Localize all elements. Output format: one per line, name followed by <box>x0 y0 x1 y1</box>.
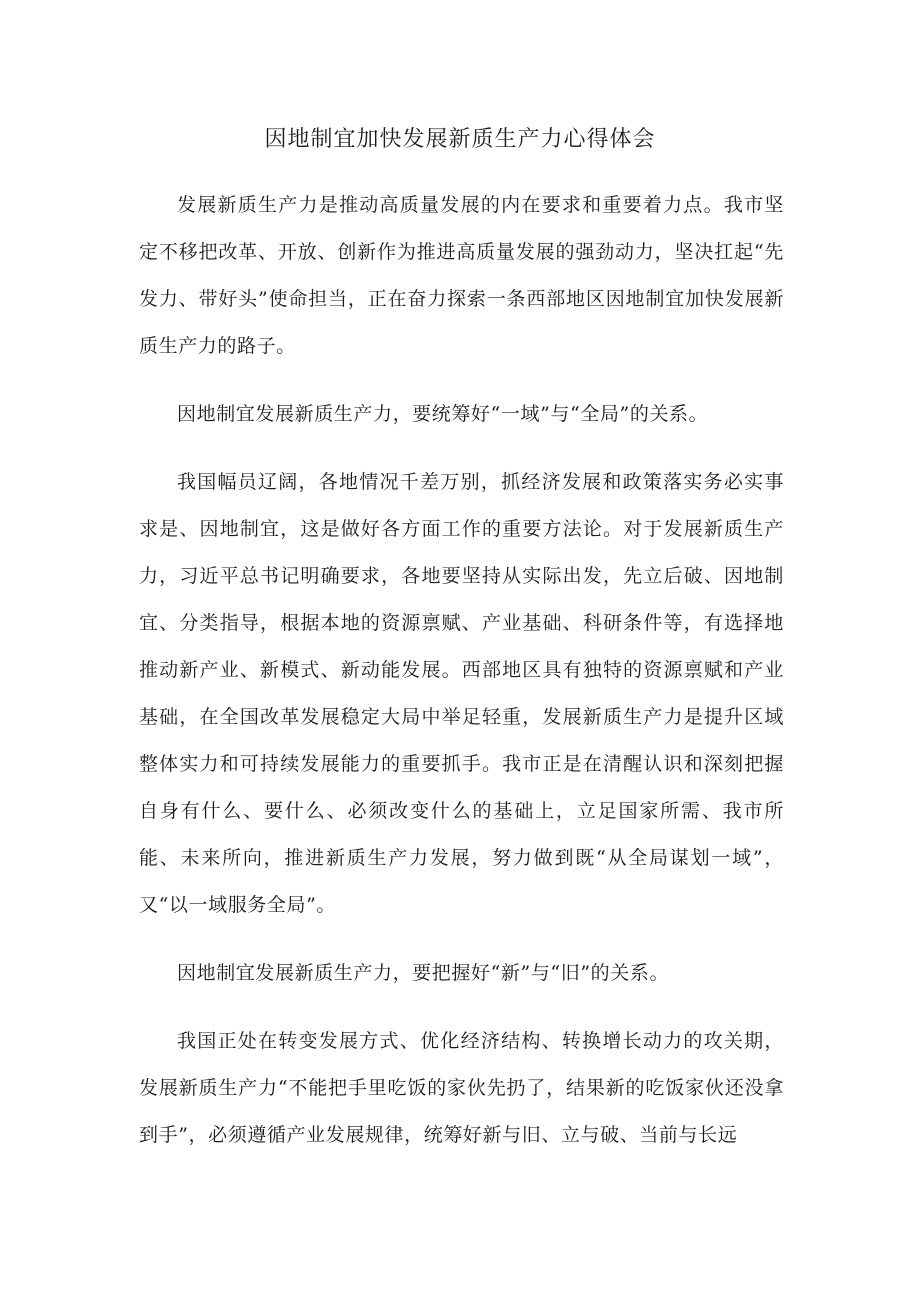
paragraph-heading-new-old: 因地制宜发展新质生产力，要把握好“新”与“旧”的关系。 <box>177 962 670 984</box>
paragraph-intro: 发展新质生产力是推动高质量发展的内在要求和重要着力点。我市坚定不移把改革、开放、创新作为推进高质量发展的强劲动力，坚决扛起“先发力、带好头”使命担当，正在奋力探索一条西部地区因地制宜加快发展新质生产力的路子。 <box>139 194 784 357</box>
paragraph-heading-one-domain-whole: 因地制宜发展新质生产力，要统筹好“一域”与“全局”的关系。 <box>177 403 709 425</box>
paragraph-new-old-detail: 我国正处在转变发展方式、优化经济结构、转换增长动力的攻关期，发展新质生产力“不能把手里吃饭的家伙先扔了，结果新的吃饭家伙还没拿到手”，必须遵循产业发展规律，统筹好新与旧、立与破、当前与长远 <box>139 1030 784 1146</box>
document-title: 因地制宜加快发展新质生产力心得体会 <box>264 127 656 152</box>
document-body <box>139 182 784 1180</box>
paragraph-one-domain-whole-detail: 我国幅员辽阔，各地情况千差万别，抓经济发展和政策落实务必实事求是、因地制宜，这是做好各方面工作的重要方法论。对于发展新质生产力，习近平总书记明确要求，各地要坚持从实际出发，先立后破、因地制宜、分类指导，根据本地的资源禀赋、产业基础、科研条件等，有选择地推动新产业、新模式、新动能发展。西部地区具有独特的资源禀赋和产业基础，在全国改革发展稳定大局中举足轻重，发展新质生产力是提升区域整体实力和可持续发展能力的重要抓手。我市正是在清醒认识和深刻把握自身有什么、要什么、必须改变什么的基础上，立足国家所需、我市所能、未来所向，推进新质生产力发展，努力做到既“从全局谋划一域”，又“以一域服务全局”。 <box>139 471 784 916</box>
